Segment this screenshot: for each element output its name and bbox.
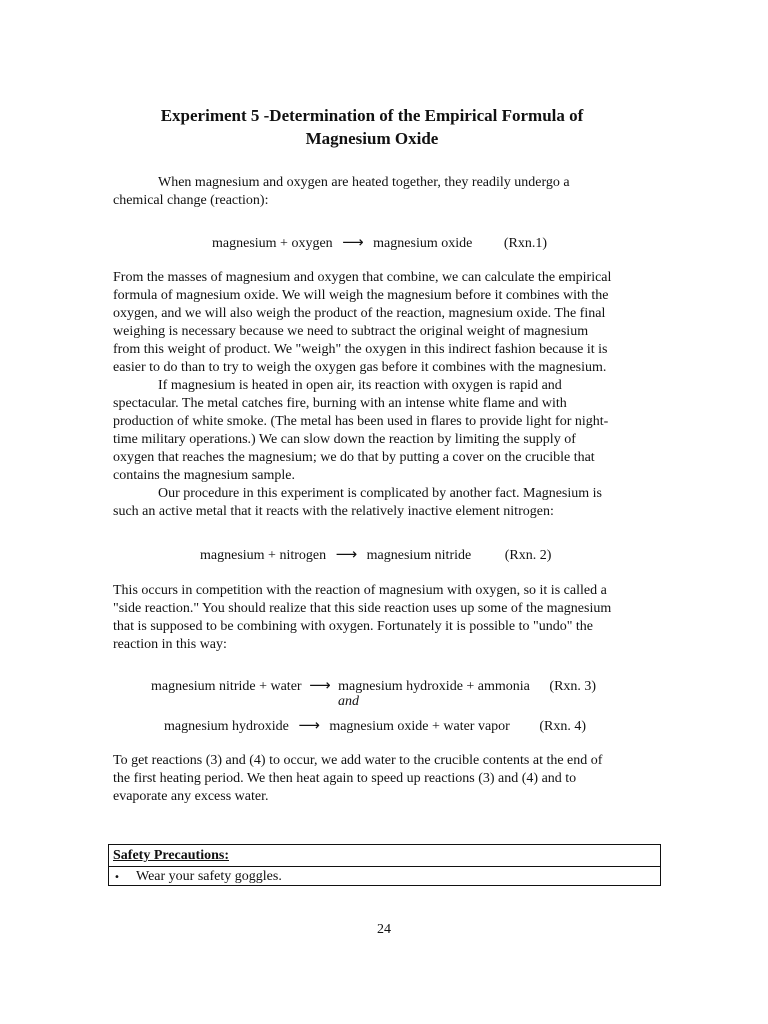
- arrow-icon: ⟶: [342, 233, 364, 251]
- safety-item-text: Wear your safety goggles.: [136, 869, 282, 884]
- safety-heading: Safety Precautions:: [113, 848, 229, 863]
- reaction-label: (Rxn. 4): [539, 719, 587, 734]
- text-line: contains the magnesium sample.: [113, 468, 295, 483]
- reaction-1: [212, 233, 547, 253]
- text-line: production of white smoke. (The metal has been used in flares to provide light for night-: [113, 414, 609, 429]
- bullet-icon: •: [114, 872, 120, 883]
- text-line: easier to do than to try to weigh the oxygen gas before it combines with the magnesium.: [113, 360, 607, 375]
- reaction-3: [151, 676, 596, 696]
- text-line: Our procedure in this experiment is complicated by another fact. Magnesium is: [158, 486, 602, 501]
- products: magnesium nitride: [366, 548, 472, 563]
- text-line: spectacular. The metal catches fire, burning with an intense white flame and with: [113, 396, 567, 411]
- intro-paragraph: [113, 174, 658, 210]
- conclusion-paragraph: [113, 752, 658, 806]
- text-line: the first heating period. We then heat again to speed up reactions (3) and (4) and to: [113, 771, 577, 786]
- text-line: formula of magnesium oxide. We will weigh the magnesium before it combines with the: [113, 288, 609, 303]
- text-line: If magnesium is heated in open air, its reaction with oxygen is rapid and: [158, 378, 562, 393]
- reactants: magnesium + oxygen: [212, 236, 333, 251]
- reaction-2: [200, 545, 551, 565]
- and-connector: and: [338, 694, 359, 709]
- text-line: reaction in this way:: [113, 637, 227, 652]
- text-line: that is supposed to be combining with oxygen. Fortunately it is possible to "undo" the: [113, 619, 594, 634]
- page-number: 24: [377, 922, 391, 937]
- text-line: "side reaction." You should realize that this side reaction uses up some of the magnesium: [113, 601, 612, 616]
- reaction-4: [164, 716, 586, 736]
- arrow-icon: ⟶: [298, 716, 320, 734]
- reaction-label: (Rxn. 2): [504, 548, 552, 563]
- reaction-label: (Rxn.1): [503, 236, 547, 251]
- text-line: oxygen, and we will also weigh the product of the reaction, magnesium oxide. The final: [113, 306, 606, 321]
- text-line: evaporate any excess water.: [113, 789, 269, 804]
- reactants: magnesium + nitrogen: [200, 548, 327, 563]
- title-line-2: Magnesium Oxide: [305, 129, 439, 148]
- text-line: time military operations.) We can slow down the reaction by limiting the supply of: [113, 432, 576, 447]
- main-paragraph: [113, 269, 658, 521]
- text-line: This occurs in competition with the reaction of magnesium with oxygen, so it is called a: [113, 583, 607, 598]
- side-reaction-paragraph: [113, 582, 658, 654]
- title-line-1: Experiment 5 -Determination of the Empirical Formula of: [160, 106, 584, 125]
- safety-box: [108, 844, 661, 886]
- page-title: [112, 104, 632, 150]
- products: magnesium hydroxide + ammonia: [338, 679, 530, 694]
- text-line: To get reactions (3) and (4) to occur, we add water to the crucible contents at the end of: [113, 753, 603, 768]
- arrow-icon: ⟶: [335, 545, 358, 563]
- text-line: When magnesium and oxygen are heated together, they readily undergo a: [158, 175, 570, 190]
- text-line: chemical change (reaction):: [113, 193, 269, 208]
- text-line: From the masses of magnesium and oxygen that combine, we can calculate the empirical: [113, 270, 612, 285]
- reactants: magnesium nitride + water: [151, 679, 302, 694]
- text-line: weighing is necessary because we need to subtract the original weight of magnesium: [113, 324, 589, 339]
- products: magnesium oxide + water vapor: [329, 719, 510, 734]
- text-line: oxygen that reaches the magnesium; we do that by putting a cover on the crucible that: [113, 450, 595, 465]
- products: magnesium oxide: [373, 236, 473, 251]
- text-line: from this weight of product. We "weigh" the oxygen in this indirect fashion because it is: [113, 342, 608, 357]
- reactants: magnesium hydroxide: [164, 719, 289, 734]
- arrow-icon: ⟶: [309, 676, 331, 694]
- divider: [109, 866, 660, 867]
- safety-item: [114, 868, 282, 887]
- text-line: such an active metal that it reacts with the relatively inactive element nitrogen:: [113, 504, 554, 519]
- reaction-label: (Rxn. 3): [549, 679, 597, 694]
